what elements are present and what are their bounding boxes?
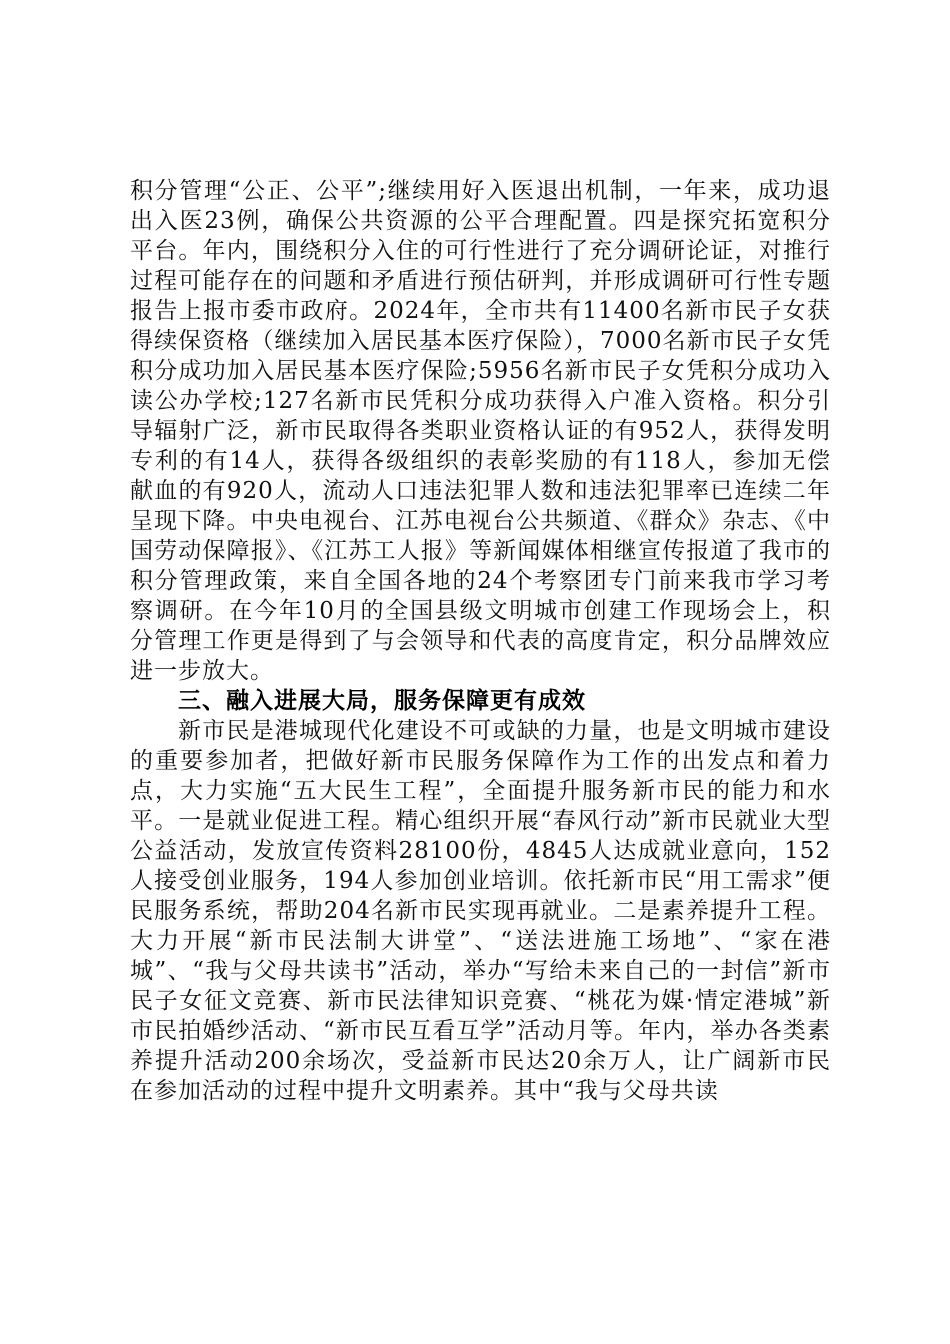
section-heading: 三、融入进展大局，服务保障更有成效 <box>178 688 586 714</box>
paragraph-continued: 积分管理“公正、公平”;继续用好入医退出机制，一年来，成功退出入医23例，确保公共资源的公平合理配置。四是探究拓宽积分平台。年内，围绕积分入住的可行性进行了充分调研论证，对推行过程可能存在的问题和矛盾进行预估研判，并形成调研可行性专题报告上报市委市政府。2024年，全市共有11400名新市民子女获得续保资格（继续加入居民基本医疗保险），7000名新市民子女凭积分成功加入居民基本医疗保险;5956名新市民子女凭积分成功入读公办学校;127名新市民凭积分成功获得入户准入资格。积分引导辐射广泛，新市民取得各类职业资格认证的有952人，获得发明专利的有14人，获得各级组织的表彰奖励的有118人，参加无偿献血的有920人，流动人口违法犯罪人数和违法犯罪率已连续二年呈现下降。中央电视台、江苏电视台公共频道、《群众》杂志、《中国劳动保障报》、《江苏工人报》等新闻媒体相继宣传报道了我市的积分管理政策，来自全国各地的24个考察团专门前来我市学习考察调研。在今年10月的全国县级文明城市创建工作现场会上，积分管理工作更是得到了与会领导和代表的高度肯定，积分品牌效应进一步放大。 <box>130 178 831 684</box>
paragraph-section-3: 新市民是港城现代化建设不可或缺的力量，也是文明城市建设的重要参加者，把做好新市民服务保障作为工作的出发点和着力点，大力实施“五大民生工程”，全面提升服务新市民的能力和水平。一是就业促进工程。精心组织开展“春风行动”新市民就业大型公益活动，发放宣传资料28100份，4845人达成就业意向，152人接受创业服务，194人参加创业培训。依托新市民“用工需求”便民服务系统，帮助204名新市民实现再就业。二是素养提升工程。大力开展“新市民法制大讲堂”、“送法进施工场地”、“家在港城”、“我与父母共读书”活动，举办“写给未来自己的一封信”新市民子女征文竞赛、新市民法律知识竞赛、“桃花为媒·情定港城”新市民拍婚纱活动、“新市民互看互学”活动月等。年内，举办各类素养提升活动200余场次，受益新市民达20余万人，让广阔新市民在参加活动的过程中提升文明素养。其中“我与父母共读 <box>130 718 831 1104</box>
document-body <box>130 176 831 1106</box>
